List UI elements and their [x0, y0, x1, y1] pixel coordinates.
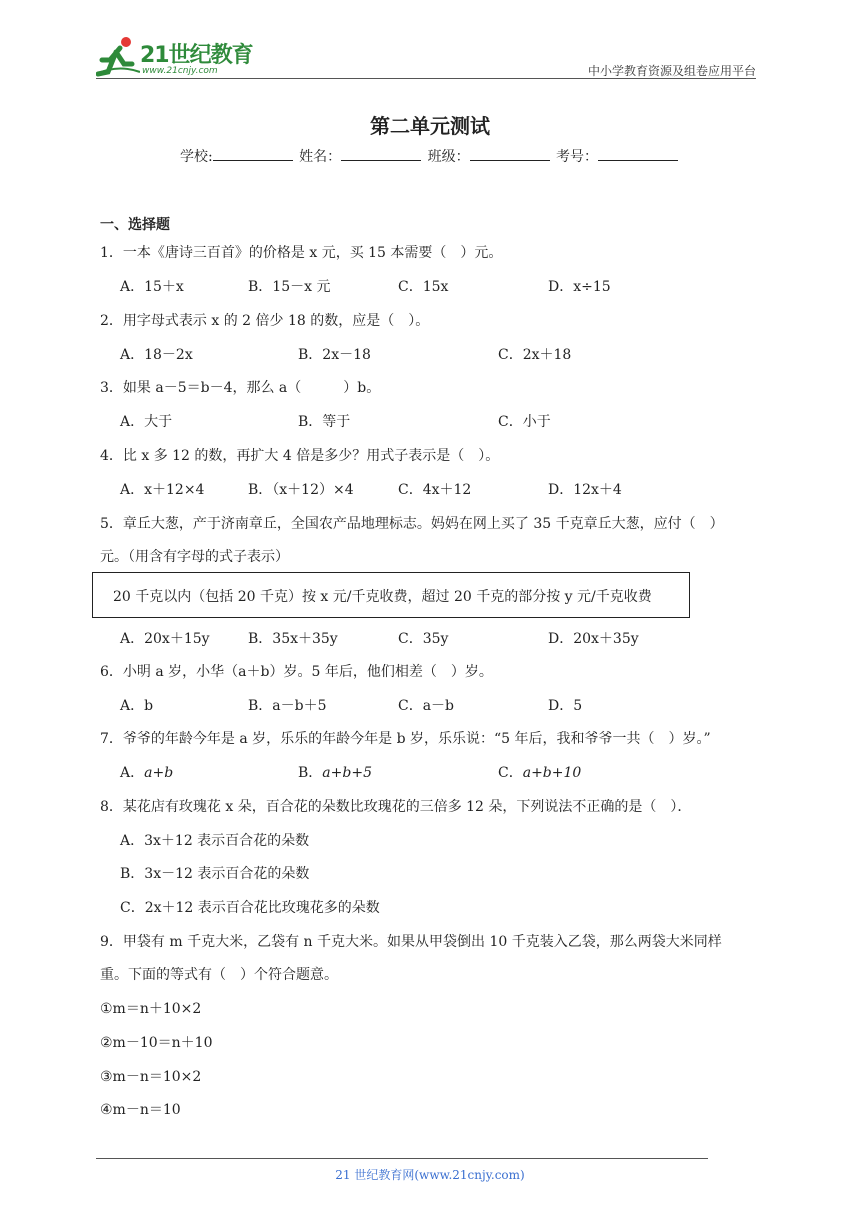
- school-blank: [213, 146, 293, 161]
- q6-option-d: D．5: [548, 698, 583, 714]
- q3-option-a: A．大于: [120, 414, 173, 430]
- q9-statement-4: ④m－n＝10: [100, 1102, 181, 1118]
- logo-url: www.21cnjy.com: [142, 66, 218, 76]
- q7-option-b-label: B．: [298, 765, 323, 781]
- question-9-line2: 重。下面的等式有（ ）个符合题意。: [100, 967, 338, 983]
- question-2: 2．用字母式表示 x 的 2 倍少 18 的数，应是（ ）。: [100, 313, 430, 329]
- question-5: 5．章丘大葱，产于济南章丘，全国农产品地理标志。妈妈在网上买了 35 千克章丘大葱，应付（ ）: [100, 516, 724, 532]
- q7-option-c-expr: a+b+10: [522, 765, 582, 781]
- site-logo: [96, 34, 266, 78]
- class-blank: [470, 146, 550, 161]
- footer-divider: [96, 1158, 708, 1159]
- q2-option-b: B．2x－18: [298, 347, 371, 363]
- q2-option-a: A．18－2x: [120, 347, 193, 363]
- runner-logo-icon: [96, 34, 140, 78]
- q1-option-b: B．15－x 元: [248, 279, 331, 295]
- question-5-line2: 元。（用含有字母的式子表示）: [100, 549, 289, 565]
- q9-statement-3: ③m－n＝10×2: [100, 1069, 202, 1085]
- platform-name: 中小学教育资源及组卷应用平台: [587, 64, 756, 78]
- page-title: 第二单元测试: [370, 114, 490, 138]
- q6-option-a: A．b: [120, 698, 154, 714]
- question-7: 7．爷爷的年龄今年是 a 岁，乐乐的年龄今年是 b 岁，乐乐说：“5 年后，我和爷爷一共（ ）岁。”: [100, 731, 711, 747]
- q1-option-c: C．15x: [398, 279, 449, 295]
- q5-option-b: B．35x＋35y: [248, 631, 338, 647]
- q4-option-d: D．12x＋4: [548, 482, 622, 498]
- student-info-line: [0, 146, 860, 166]
- question-3: 3．如果 a－5＝b－4，那么 a（ ）b。: [100, 380, 381, 396]
- number-blank: [598, 146, 678, 161]
- q8-option-b: B．3x－12 表示百合花的朵数: [120, 866, 310, 882]
- question-4: 4．比 x 多 12 的数，再扩大 4 倍是多少？用式子表示是（ ）。: [100, 448, 500, 464]
- number-label: 考号：: [556, 149, 599, 165]
- q6-option-c: C．a－b: [398, 698, 455, 714]
- page-header: [96, 30, 756, 80]
- q5-option-d: D．20x＋35y: [548, 631, 639, 647]
- school-label: 学校:: [179, 149, 213, 165]
- question-1: 1．一本《唐诗三百首》的价格是 x 元，买 15 本需要（ ）元。: [100, 245, 503, 261]
- question-9: 9．甲袋有 m 千克大米，乙袋有 n 千克大米。如果从甲袋倒出 10 千克装入乙袋，那么两袋大米同样: [100, 934, 722, 950]
- name-blank: [341, 146, 421, 161]
- pricing-rule-box: [92, 572, 690, 618]
- q5-option-a: A．20x＋15y: [120, 631, 210, 647]
- q9-statement-1: ①m＝n＋10×2: [100, 1001, 202, 1017]
- q5-option-c: C．35y: [398, 631, 449, 647]
- logo-text: 21世纪教育: [140, 43, 253, 68]
- question-6: 6．小明 a 岁，小华（a＋b）岁。5 年后，他们相差（ ）岁。: [100, 664, 493, 680]
- q7-option-c-label: C．: [498, 765, 523, 781]
- q8-option-c: C．2x＋12 表示百合花比玫瑰花多的朵数: [120, 900, 380, 916]
- pricing-rule-text: 20 千克以内（包括 20 千克）按 x 元/千克收费，超过 20 千克的部分按 y 元/千克收费: [113, 589, 652, 605]
- header-divider: [96, 78, 756, 79]
- q8-option-a: A．3x＋12 表示百合花的朵数: [120, 833, 310, 849]
- q7-option-c: [498, 762, 581, 782]
- q7-option-a-label: A．: [120, 765, 145, 781]
- q4-option-a: A．x＋12×4: [120, 482, 205, 498]
- q7-option-a: [120, 762, 173, 782]
- q7-option-a-expr: a+b: [144, 765, 174, 781]
- q7-option-b: [298, 762, 372, 782]
- q1-option-d: D．x÷15: [548, 279, 611, 295]
- q3-option-c: C．小于: [498, 414, 551, 430]
- q7-option-b-expr: a+b+5: [322, 765, 372, 781]
- q4-option-b: B．（x＋12）×4: [248, 482, 354, 498]
- q1-option-a: A．15＋x: [120, 279, 184, 295]
- q6-option-b: B．a－b＋5: [248, 698, 327, 714]
- name-label: 姓名：: [299, 149, 342, 165]
- footer-link[interactable]: 21 世纪教育网(www.21cnjy.com): [335, 1168, 525, 1182]
- class-label: 班级：: [427, 149, 470, 165]
- q4-option-c: C．4x＋12: [398, 482, 472, 498]
- q9-statement-2: ②m－10＝n＋10: [100, 1035, 213, 1051]
- question-8: 8．某花店有玫瑰花 x 朵，百合花的朵数比玫瑰花的三倍多 12 朵，下列说法不正确的是（ ）．: [100, 799, 692, 815]
- q3-option-b: B．等于: [298, 414, 351, 430]
- q2-option-c: C．2x＋18: [498, 347, 572, 363]
- section-heading: 一、选择题: [100, 217, 170, 233]
